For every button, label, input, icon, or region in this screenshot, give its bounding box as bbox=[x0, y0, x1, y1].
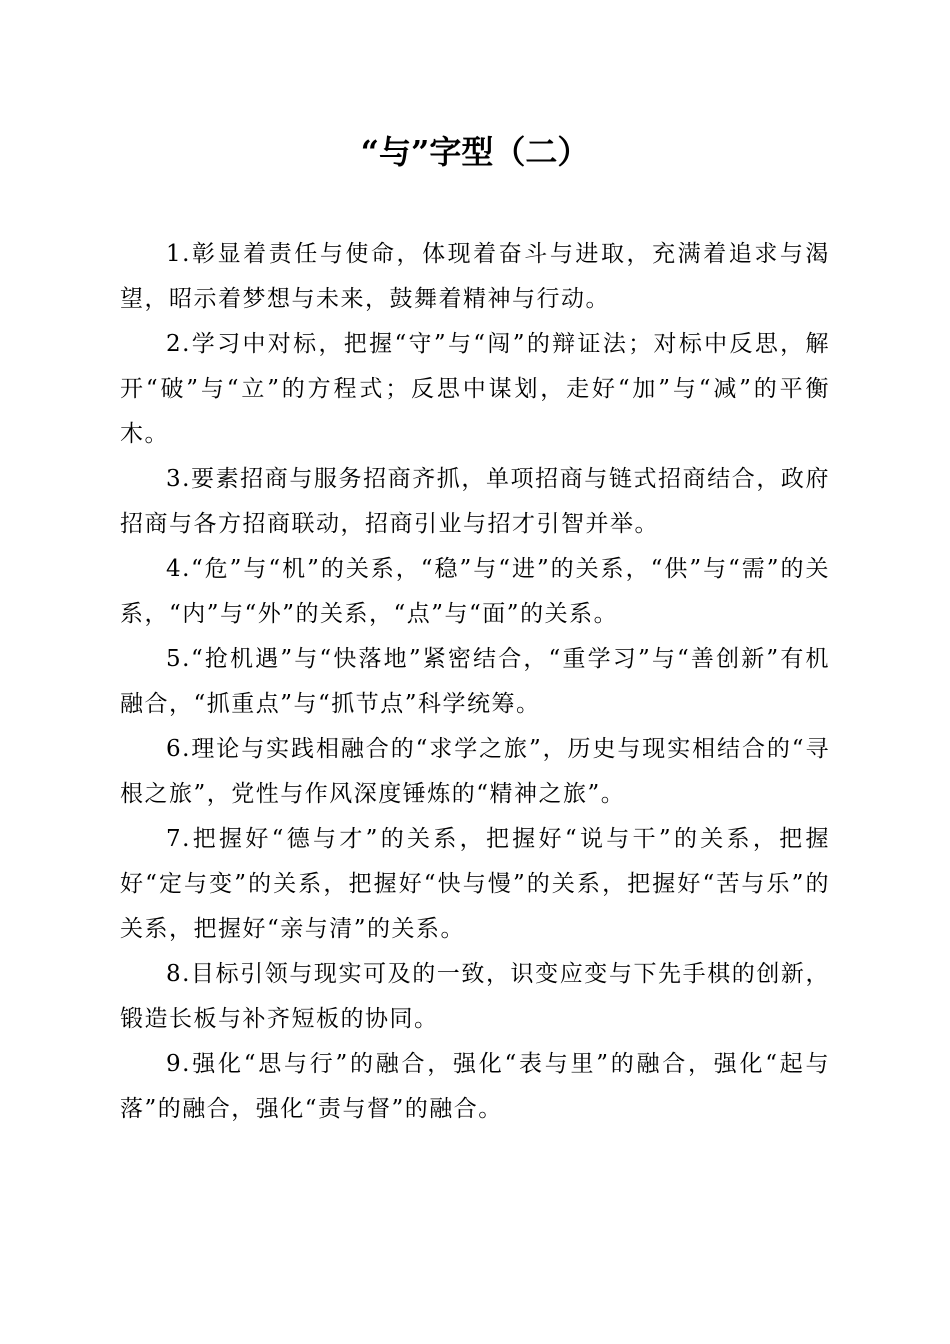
paragraph-9: 9.强化“思与行”的融合，强化“表与里”的融合，强化“起与落”的融合，强化“责与督”的融合。 bbox=[120, 1051, 830, 1122]
paragraph-7: 7.把握好“德与才”的关系，把握好“说与干”的关系，把握好“定与变”的关系，把握好“快与慢”的关系，把握好“苦与乐”的关系，把握好“亲与清”的关系。 bbox=[120, 826, 830, 942]
document-body bbox=[120, 232, 830, 1132]
paragraph-3: 3.要素招商与服务招商齐抓，单项招商与链式招商结合，政府招商与各方招商联动，招商引业与招才引智并举。 bbox=[120, 466, 830, 537]
paragraph-4: 4.“危”与“机”的关系，“稳”与“进”的关系，“供”与“需”的关系，“内”与“外”的关系，“点”与“面”的关系。 bbox=[120, 556, 830, 627]
paragraph-5: 5.“抢机遇”与“快落地”紧密结合，“重学习”与“善创新”有机融合，“抓重点”与“抓节点”科学统筹。 bbox=[120, 646, 830, 717]
paragraph-2: 2.学习中对标，把握“守”与“闯”的辩证法；对标中反思，解开“破”与“立”的方程式；反思中谋划，走好“加”与“减”的平衡木。 bbox=[120, 331, 830, 447]
paragraph-6: 6.理论与实践相融合的“求学之旅”，历史与现实相结合的“寻根之旅”，党性与作风深度锤炼的“精神之旅”。 bbox=[120, 736, 830, 807]
page-title: “与”字型（二） bbox=[360, 133, 590, 171]
paragraph-1: 1.彰显着责任与使命，体现着奋斗与进取，充满着追求与渴望，昭示着梦想与未来，鼓舞着精神与行动。 bbox=[120, 241, 830, 312]
paragraph-8: 8.目标引领与现实可及的一致，识变应变与下先手棋的创新，锻造长板与补齐短板的协同。 bbox=[120, 961, 830, 1032]
